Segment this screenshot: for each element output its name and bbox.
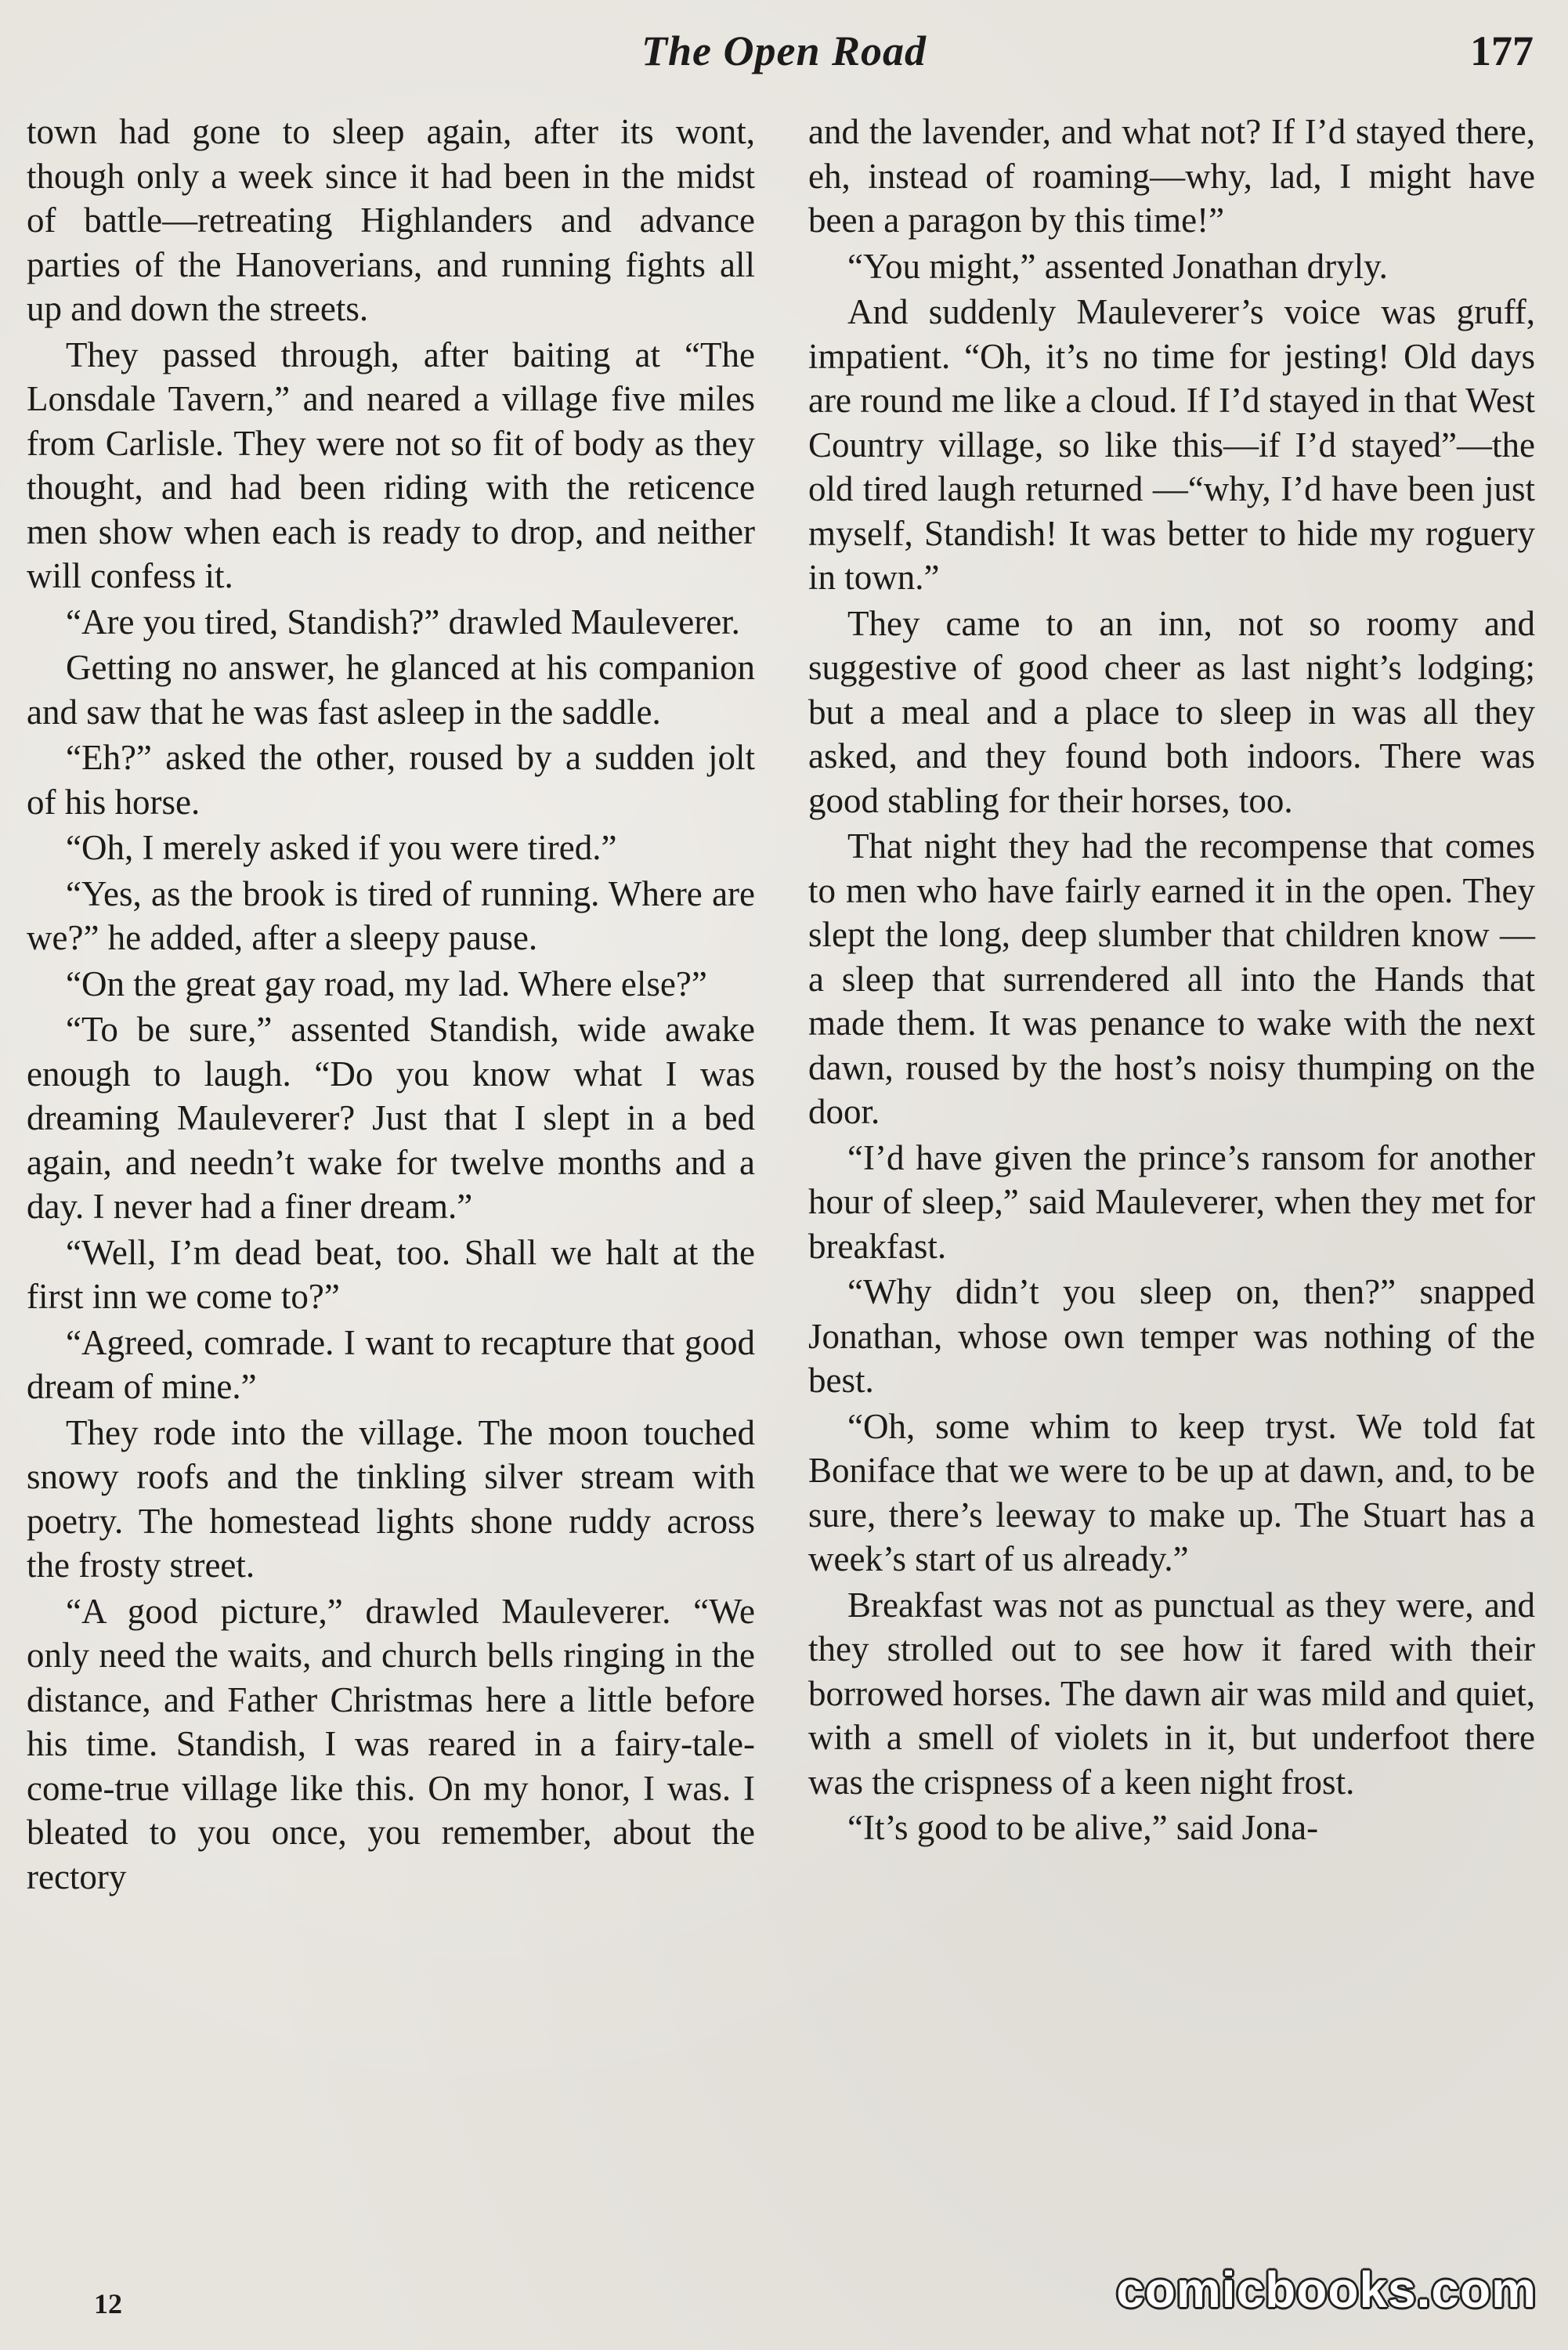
paragraph: “Eh?” asked the other, roused by a sudden jolt of his horse. (27, 738, 755, 822)
paragraph: “To be sure,” assented Standish, wide awake enough to laugh. “Do you know what I was dreaming Mauleverer? Just that I slept in a bed again, and needn’t wake for twelve months and a day. I never had a finer dream.” (27, 1010, 755, 1226)
paragraph: “Oh, some whim to keep tryst. We told fat Boniface that we were to be up at dawn, and, to be sure, there’s leeway to make up. The Stuart has a week’s start of us already.” (808, 1406, 1535, 1578)
paragraph: “It’s good to be alive,” said Jona- (847, 1808, 1319, 1847)
paragraph: and the lavender, and what not? If I’d stayed there, eh, instead of roaming—why, lad, I might have been a paragon by this time!” (808, 112, 1535, 240)
right-column (808, 110, 1535, 1852)
paragraph: “You might,” assented Jonathan dryly. (847, 246, 1388, 286)
signature-mark: 12 (94, 2288, 122, 2319)
paragraph: “Are you tired, Standish?” drawled Mauleverer. (66, 602, 740, 642)
paragraph: “Agreed, comrade. I want to recapture that good dream of mine.” (27, 1322, 755, 1406)
paragraph: “On the great gay road, my lad. Where else?” (66, 964, 707, 1003)
running-title: The Open Road (641, 27, 927, 74)
paragraph: That night they had the recompense that comes to men who have fairly earned it in the open. They slept the long, deep slumber that children know —a sleep that surrendered all into the Hands that made them. It was penance to wake with the next dawn, roused by the host’s noisy thumping on the door. (808, 826, 1535, 1131)
paragraph: “Well, I’m dead beat, too. Shall we halt at the first inn we come to?” (27, 1232, 755, 1316)
paragraph: “Yes, as the brook is tired of running. Where are we?” he added, after a sleepy pause. (27, 873, 755, 957)
paragraph: “Oh, I merely asked if you were tired.” (66, 828, 617, 867)
paragraph: “Why didn’t you sleep on, then?” snapped Jonathan, whose own temper was nothing of the best. (808, 1272, 1535, 1400)
paragraph: “A good picture,” drawled Mauleverer. “We only need the waits, and church bells ringing in the distance, and Father Christmas here a little before his time. Standish, I was reared in a fairy-tale-come-true village like this. On my honor, I was. I bleated to you once, you remember, about the rectory (27, 1591, 755, 1896)
paragraph: town had gone to sleep again, after its wont, though only a week since it had been in the midst of battle—retreating Highlanders and advance parties of the Hanoverians, and running fights all up and down the streets. (27, 112, 755, 328)
page-header (0, 24, 1568, 78)
paragraph: Breakfast was not as punctual as they were, and they strolled out to see how it fared with their borrowed horses. The dawn air was mild and quiet, with a smell of violets in it, but underfoot there was the crispness of a keen night frost. (808, 1585, 1535, 1802)
paragraph: “I’d have given the prince’s ransom for another hour of sleep,” said Mauleverer, when they met for breakfast. (808, 1137, 1535, 1266)
paragraph: Getting no answer, he glanced at his companion and saw that he was fast asleep in the saddle. (27, 648, 755, 732)
paragraph: And suddenly Mauleverer’s voice was gruff, impatient. “Oh, it’s no time for jesting! Old days are round me like a cloud. If I’d stayed in that West Country village, so like this—if I’d stayed”—the old tired laugh returned —“why, I’d have been just myself, Standish! It was better to hide my roguery in town.” (808, 292, 1535, 597)
watermark-logo: comicbooks.com (1116, 2261, 1537, 2318)
paragraph: They passed through, after baiting at “The Lonsdale Tavern,” and neared a village five miles from Carlisle. They were not so fit of body as they thought, and had been riding with the reticence men show when each is ready to drop, and neither will confess it. (27, 334, 755, 595)
page-number: 177 (1470, 27, 1534, 74)
paragraph: They came to an inn, not so roomy and suggestive of good cheer as last night’s lodging; but a meal and a place to sleep in was all they asked, and they found both indoors. There was good stabling for their horses, too. (808, 603, 1535, 820)
paragraph: They rode into the village. The moon touched snowy roofs and the tinkling silver stream with poetry. The homestead lights shone ruddy across the frosty street. (27, 1412, 755, 1585)
left-column (27, 110, 755, 1900)
